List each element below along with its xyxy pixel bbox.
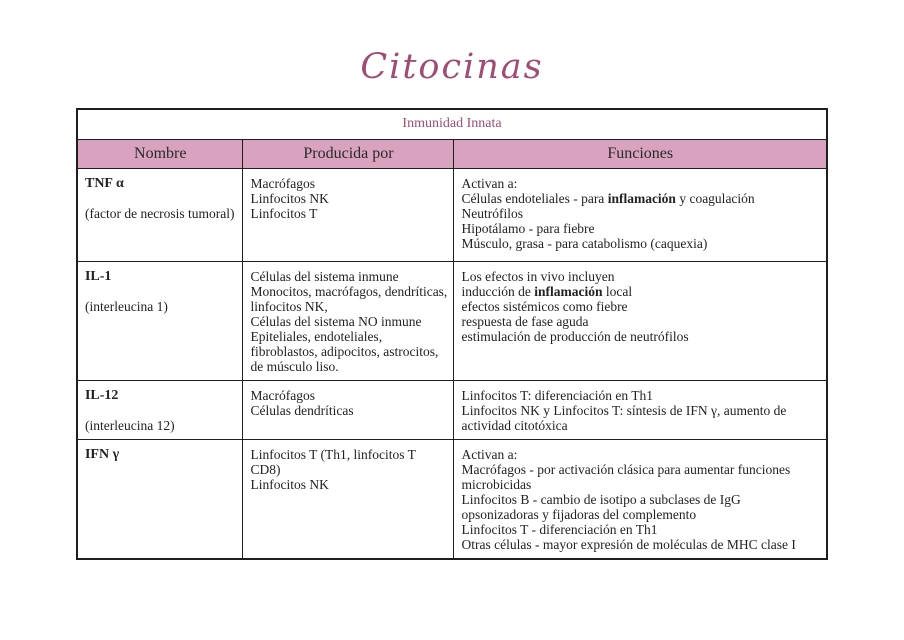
text-segment: Macrófagos	[250, 175, 315, 191]
cytokine-subtitle: (factor de necrosis tumoral)	[84, 205, 235, 221]
text-line	[250, 403, 447, 418]
text-line	[250, 314, 447, 329]
text-line	[461, 191, 820, 206]
cell-producida-por	[243, 439, 454, 559]
text-segment: Linfocitos NK	[250, 476, 329, 492]
text-segment: Activan a:	[461, 175, 518, 191]
text-segment: Monocitos, macrófagos, dendríticas, linfocitos NK,	[250, 283, 448, 314]
text-line	[461, 221, 820, 236]
text-segment: Hipotálamo - para fiebre	[461, 220, 595, 236]
text-segment: Linfocitos T (Th1, linfocitos T CD8)	[250, 446, 416, 477]
cytokine-subtitle: (interleucina 12)	[84, 417, 175, 433]
text-line	[250, 388, 447, 403]
table-row	[77, 439, 827, 559]
cell-funciones	[454, 380, 827, 439]
table-body	[77, 168, 827, 559]
text-line	[250, 329, 447, 374]
text-segment: Macrófagos	[250, 387, 315, 403]
column-header-producida-por: Producida por	[243, 139, 454, 168]
text-segment: Células del sistema inmune	[250, 268, 399, 284]
text-segment: inducción de	[461, 283, 535, 299]
cytokine-name: IFN γ	[84, 446, 120, 462]
cell-nombre	[77, 439, 243, 559]
text-line	[250, 191, 447, 206]
text-segment: Linfocitos T	[250, 205, 318, 221]
text-line	[461, 176, 820, 191]
cell-funciones	[454, 168, 827, 261]
text-segment: Los efectos in vivo incluyen	[461, 268, 615, 284]
page-title: Citocinas	[360, 47, 544, 87]
text-segment: Linfocitos NK y Linfocitos T: síntesis de IFN γ, aumento de actividad citotóxica	[461, 402, 787, 433]
column-header-funciones: Funciones	[454, 139, 827, 168]
text-line	[461, 388, 820, 403]
text-segment: respuesta de fase aguda	[461, 313, 589, 329]
text-segment: local	[602, 283, 633, 299]
cell-nombre	[77, 168, 243, 261]
table-row	[77, 261, 827, 380]
text-segment: Células endoteliales - para	[461, 190, 608, 206]
cell-producida-por	[243, 168, 454, 261]
bold-term: inflamación	[607, 190, 676, 206]
text-segment: Células del sistema NO inmune	[250, 313, 422, 329]
text-line	[461, 206, 820, 221]
text-segment: estimulación de producción de neutrófilos	[461, 328, 689, 344]
section-header-row	[77, 109, 827, 139]
text-line	[461, 447, 820, 462]
table-row	[77, 168, 827, 261]
text-segment: Macrófagos - por activación clásica para aumentar funciones microbicidas	[461, 461, 791, 492]
text-segment: Linfocitos T: diferenciación en Th1	[461, 387, 654, 403]
column-header-nombre: Nombre	[77, 139, 243, 168]
text-line	[461, 403, 820, 433]
text-segment: efectos sistémicos como fiebre	[461, 298, 628, 314]
cytokine-name: IL-1	[84, 268, 112, 284]
text-line	[461, 537, 820, 552]
cytokine-name: IL-12	[84, 387, 119, 403]
text-line	[250, 269, 447, 284]
cytokine-subtitle: (interleucina 1)	[84, 298, 168, 314]
text-line	[461, 236, 820, 251]
text-segment: Neutrófilos	[461, 205, 523, 221]
text-line	[250, 447, 447, 477]
cell-producida-por	[243, 380, 454, 439]
text-line	[250, 477, 447, 492]
section-header: Inmunidad Innata	[77, 109, 827, 139]
text-segment: Epiteliales, endoteliales, fibroblastos, adipocitos, astrocitos, de músculo liso.	[250, 328, 439, 374]
text-segment: Linfocitos B - cambio de isotipo a subclases de IgG opsonizadoras y fijadoras del complemento	[461, 491, 741, 522]
column-header-row	[77, 139, 827, 168]
text-line	[461, 284, 820, 299]
text-segment: Activan a:	[461, 446, 518, 462]
text-segment: y coagulación	[675, 190, 755, 206]
table-row	[77, 380, 827, 439]
cell-producida-por	[243, 261, 454, 380]
text-line	[461, 492, 820, 522]
text-line	[250, 284, 447, 314]
cell-funciones	[454, 261, 827, 380]
text-segment: Músculo, grasa - para catabolismo (caquexia)	[461, 235, 708, 251]
text-line	[461, 314, 820, 329]
text-line	[461, 522, 820, 537]
cell-funciones	[454, 439, 827, 559]
cytokine-name: TNF α	[84, 175, 124, 191]
cytokine-table	[76, 108, 828, 560]
bold-term: inflamación	[534, 283, 603, 299]
text-line	[461, 329, 820, 344]
text-segment: Linfocitos NK	[250, 190, 329, 206]
text-line	[461, 299, 820, 314]
text-line	[461, 269, 820, 284]
text-line	[250, 206, 447, 221]
text-segment: Otras células - mayor expresión de moléculas de MHC clase I	[461, 536, 796, 552]
text-line	[461, 462, 820, 492]
text-segment: Linfocitos T - diferenciación en Th1	[461, 521, 658, 537]
text-segment: Células dendríticas	[250, 402, 354, 418]
text-line	[250, 176, 447, 191]
cell-nombre	[77, 380, 243, 439]
cell-nombre	[77, 261, 243, 380]
